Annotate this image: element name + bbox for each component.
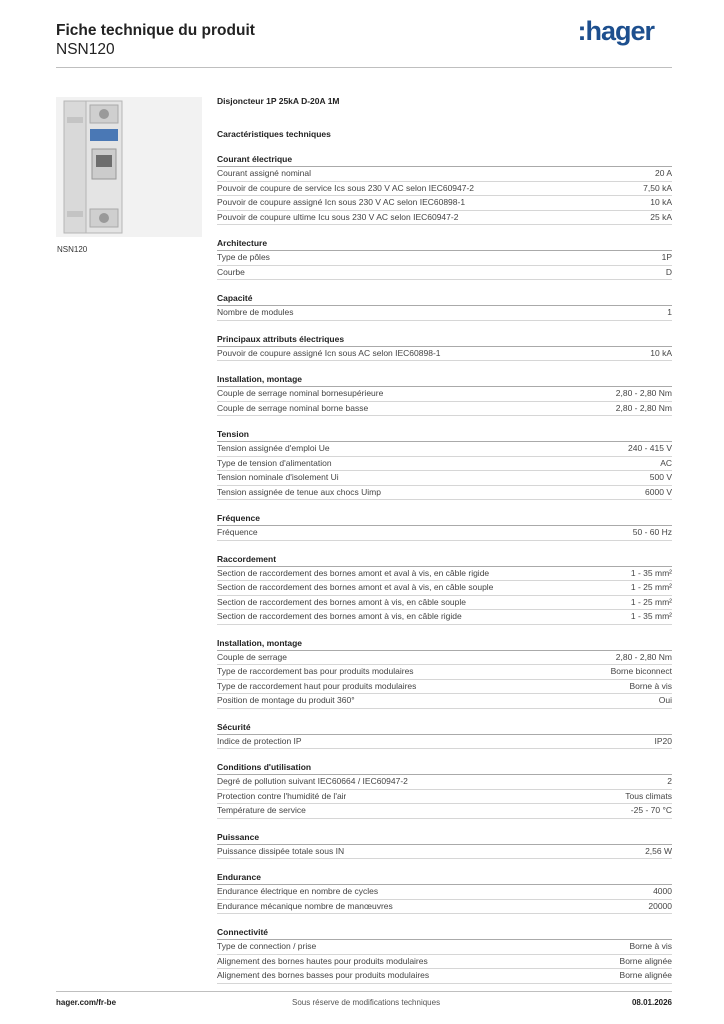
spec-label: Type de tension d'alimentation: [217, 457, 332, 468]
section-title: Sécurité: [217, 721, 672, 735]
spec-label: Degré de pollution suivant IEC60664 / IEC60947-2: [217, 776, 408, 786]
spec-label: Type de connection / prise: [217, 941, 317, 951]
footer-divider: [56, 991, 672, 992]
spec-row: [217, 735, 672, 750]
section-title: Conditions d'utilisation: [217, 761, 672, 775]
spec-row: [217, 900, 672, 915]
spec-section: [217, 721, 672, 750]
spec-row: [217, 457, 672, 472]
spec-row: [217, 665, 672, 680]
spec-value: Borne à vis: [629, 680, 672, 691]
spec-row: [217, 196, 672, 211]
footer-website: hager.com/fr-be: [56, 998, 117, 1007]
section-title: Installation, montage: [217, 373, 672, 387]
spec-value: 6000 V: [645, 486, 672, 497]
spec-label: Type de pôles: [217, 252, 270, 262]
product-name: Disjoncteur 1P 25kA D-20A 1M: [217, 96, 340, 106]
spec-section: [217, 292, 672, 321]
spec-label: Position de montage du produit 360°: [217, 695, 355, 705]
spec-value: 1 - 35 mm²: [630, 611, 672, 621]
spec-label: Couple de serrage nominal borne basse: [217, 402, 369, 413]
spec-label: Alignement des bornes hautes pour produits modulaires: [217, 955, 428, 966]
spec-value: IP20: [654, 735, 672, 746]
spec-row: [217, 694, 672, 709]
spec-value: Borne alignée: [619, 970, 672, 980]
spec-value: Borne à vis: [629, 941, 672, 951]
spec-row: [217, 167, 672, 182]
section-title: Raccordement: [217, 553, 672, 567]
spec-label: Nombre de modules: [217, 307, 294, 317]
spec-row: [217, 804, 672, 819]
section-title: Fréquence: [217, 512, 672, 526]
spec-value: 500 V: [649, 472, 672, 482]
spec-value: 10 kA: [650, 347, 672, 358]
section-title: Tension: [217, 428, 672, 442]
section-title: Principaux attributs électriques: [217, 333, 672, 347]
spec-row: [217, 845, 672, 860]
spec-row: [217, 211, 672, 226]
spec-value: 20000: [648, 900, 672, 911]
spec-label: Endurance mécanique nombre de manœuvres: [217, 900, 393, 911]
product-image: [56, 97, 202, 237]
spec-value: Oui: [658, 695, 672, 705]
spec-value: Borne alignée: [619, 955, 672, 966]
spec-section: [217, 333, 672, 362]
spec-row: [217, 596, 672, 611]
spec-label: Indice de protection IP: [217, 735, 302, 746]
spec-label: Type de raccordement haut pour produits modulaires: [217, 680, 417, 691]
spec-row: [217, 581, 672, 596]
spec-value: 2: [667, 776, 672, 786]
spec-section: [217, 153, 672, 225]
spec-row: [217, 347, 672, 362]
spec-sections: [217, 153, 672, 984]
spec-row: [217, 182, 672, 197]
section-title: Installation, montage: [217, 637, 672, 651]
spec-value: 1 - 35 mm²: [630, 567, 672, 578]
spec-value: 7,50 kA: [643, 182, 672, 193]
spec-label: Section de raccordement des bornes amont et aval à vis, en câble rigide: [217, 567, 490, 578]
spec-section: [217, 553, 672, 625]
spec-label: Pouvoir de coupure assigné Icn sous AC selon IEC60898-1: [217, 347, 441, 358]
spec-value: Tous climats: [625, 790, 672, 801]
spec-value: 1 - 25 mm²: [630, 596, 672, 607]
circuit-breaker-icon: [56, 97, 202, 237]
spec-value: 2,80 - 2,80 Nm: [615, 651, 672, 662]
spec-value: 25 kA: [650, 211, 672, 222]
spec-row: [217, 266, 672, 281]
spec-row: [217, 387, 672, 402]
spec-label: Tension nominale d'isolement Ui: [217, 472, 339, 482]
spec-section: [217, 831, 672, 860]
spec-row: [217, 442, 672, 457]
spec-value: 2,80 - 2,80 Nm: [615, 388, 672, 398]
image-caption: NSN120: [57, 245, 88, 254]
spec-section: [217, 761, 672, 819]
spec-row: [217, 610, 672, 625]
spec-label: Section de raccordement des bornes amont à vis, en câble souple: [217, 596, 467, 607]
spec-label: Tension assignée de tenue aux chocs Uimp: [217, 486, 381, 497]
spec-row: [217, 955, 672, 970]
spec-value: 240 - 415 V: [628, 443, 672, 453]
spec-value: 1: [667, 307, 672, 317]
spec-label: Couple de serrage: [217, 651, 287, 662]
spec-label: Type de raccordement bas pour produits modulaires: [217, 666, 414, 676]
spec-row: [217, 885, 672, 900]
section-title: Puissance: [217, 831, 672, 845]
spec-label: Protection contre l'humidité de l'air: [217, 790, 347, 801]
spec-row: [217, 306, 672, 321]
spec-section: [217, 926, 672, 984]
header-divider: [56, 67, 672, 68]
spec-row: [217, 526, 672, 541]
spec-value: 2,56 W: [645, 845, 672, 856]
spec-value: 2,80 - 2,80 Nm: [615, 402, 672, 413]
spec-label: Section de raccordement des bornes amont à vis, en câble rigide: [217, 611, 462, 621]
footer-disclaimer: Sous réserve de modifications techniques: [292, 998, 441, 1007]
spec-label: Courant assigné nominal: [217, 168, 312, 178]
product-reference: NSN120: [56, 41, 115, 58]
spec-label: Pouvoir de coupure ultime Icu sous 230 V AC selon IEC60947-2: [217, 211, 459, 222]
spec-label: Tension assignée d'emploi Ue: [217, 443, 330, 453]
spec-row: [217, 251, 672, 266]
spec-row: [217, 940, 672, 955]
spec-label: Alignement des bornes basses pour produits modulaires: [217, 970, 430, 980]
spec-label: Pouvoir de coupure de service Ics sous 230 V AC selon IEC60947-2: [217, 182, 475, 193]
spec-row: [217, 680, 672, 695]
spec-label: Couple de serrage nominal bornesupérieure: [217, 388, 384, 398]
section-title: Endurance: [217, 871, 672, 885]
hager-logo: :hager: [577, 16, 654, 46]
spec-row: [217, 402, 672, 417]
spec-label: Section de raccordement des bornes amont et aval à vis, en câble souple: [217, 582, 494, 592]
spec-value: D: [665, 266, 672, 277]
spec-value: 1 - 25 mm²: [630, 582, 672, 592]
spec-row: [217, 969, 672, 984]
page-header: [56, 22, 255, 59]
spec-section: [217, 237, 672, 280]
section-title: Courant électrique: [217, 153, 672, 167]
spec-value: Borne biconnect: [610, 666, 672, 676]
spec-section: [217, 637, 672, 709]
section-title: Capacité: [217, 292, 672, 306]
spec-label: Pouvoir de coupure assigné Icn sous 230 V AC selon IEC60898-1: [217, 197, 466, 207]
spec-label: Température de service: [217, 805, 306, 815]
spec-row: [217, 651, 672, 666]
spec-value: 50 - 60 Hz: [632, 527, 672, 537]
spec-value: 1P: [661, 252, 672, 262]
spec-section: [217, 373, 672, 416]
spec-section: [217, 428, 672, 500]
spec-value: 10 kA: [650, 197, 672, 207]
section-title: Connectivité: [217, 926, 672, 940]
spec-section: [217, 512, 672, 541]
page-title: Fiche technique du produit: [56, 22, 255, 39]
spec-content: [217, 94, 672, 984]
spec-label: Puissance dissipée totale sous IN: [217, 845, 345, 856]
section-title: Architecture: [217, 237, 672, 251]
tech-characteristics-title: Caractéristiques techniques: [217, 129, 331, 139]
footer-date: 08.01.2026: [631, 998, 672, 1007]
spec-value: 20 A: [654, 168, 672, 178]
spec-value: -25 - 70 °C: [630, 805, 672, 815]
spec-row: [217, 471, 672, 486]
spec-label: Courbe: [217, 266, 245, 277]
spec-value: 4000: [653, 886, 672, 896]
spec-row: [217, 790, 672, 805]
spec-value: AC: [660, 457, 672, 468]
spec-row: [217, 486, 672, 501]
spec-row: [217, 775, 672, 790]
spec-label: Fréquence: [217, 527, 258, 537]
spec-label: Endurance électrique en nombre de cycles: [217, 886, 379, 896]
spec-section: [217, 871, 672, 914]
spec-row: [217, 567, 672, 582]
